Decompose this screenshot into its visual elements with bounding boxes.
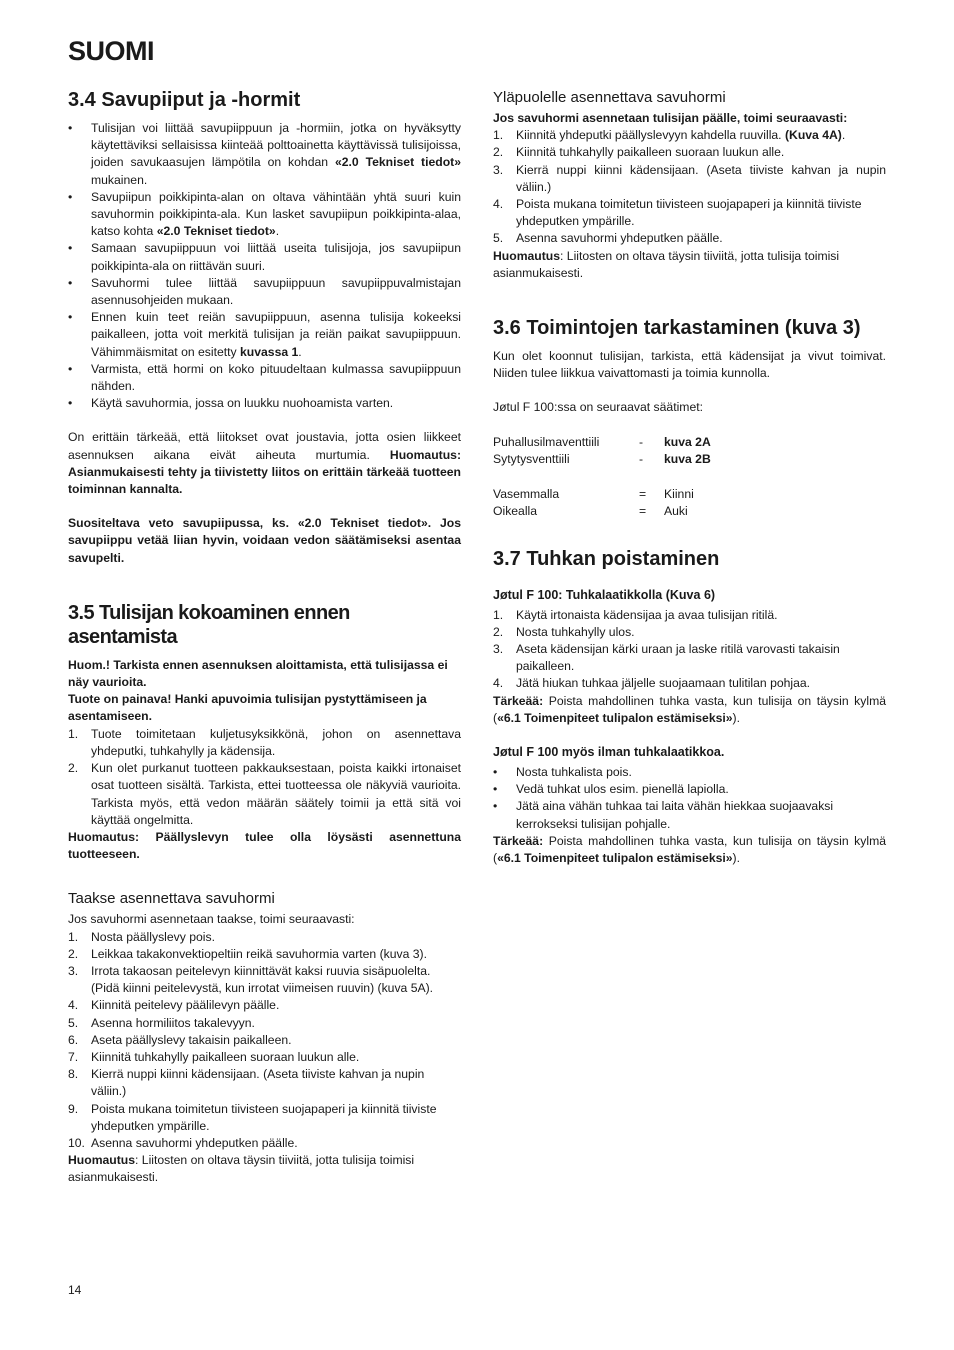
list-item: • Jätä aina vähän tuhkaa tai laita vähän hiekkaa suojaavaksi kerrokseksi tulisijan pohjalle. xyxy=(493,798,886,832)
controls-intro: Jøtul F 100:ssa on seuraavat säätimet: xyxy=(493,400,703,415)
rear-flue-note: Huomautus: Liitosten on oltava täysin tiiviitä, jotta tulisija toimisi asianmukaisesti. xyxy=(68,1153,415,1185)
list-item: 9. Poista mukana toimitetun tiivisteen suojapaperi ja kiinnitä tiiviste yhdeputken ympärille. xyxy=(68,1101,437,1133)
right-column xyxy=(493,88,886,867)
list-item: 7. Kiinnitä tuhkahylly paikalleen suoraan luukun alle. xyxy=(68,1049,360,1064)
list-item: • Nosta tuhkalista pois. xyxy=(493,764,886,781)
ash-drawer-subheading: Jøtul F 100: Tuhkalaatikkolla (Kuva 6) xyxy=(493,587,716,602)
top-flue-steps xyxy=(493,127,886,247)
function-check-intro: Kun olet koonnut tulisijan, tarkista, että kädensijat ja vivut toimivat. Niiden tulee liikkua vaivattomasti ja toimia kunnolla. xyxy=(493,349,886,381)
rear-flue-steps xyxy=(68,929,461,1153)
list-item: 1. Käytä irtonaista kädensijaa ja avaa tulisijan ritilä. xyxy=(493,607,778,622)
list-item: • Vedä tuhkat ulos esim. pienellä lapiolla. xyxy=(493,781,886,798)
list-item: 5. Asenna hormiliitos takalevyyn. xyxy=(68,1015,255,1030)
list-item: 10. Asenna savuhormi yhdeputken päälle. xyxy=(68,1135,298,1150)
damage-note: Huom.! Tarkista ennen asennuksen aloittamista, että tulisijassa ei näy vaurioita. xyxy=(68,657,448,690)
list-item: 1. Tuote toimitetaan kuljetusyksikkönä, johon on asennettava yhdeputki, tuhkahylly ja kädensija. xyxy=(68,726,461,758)
list-item: 8. Kierrä nuppi kiinni kädensijaan. (Aseta tiiviste kahvan ja nupin väliin.) xyxy=(68,1067,425,1099)
no-drawer-bullets xyxy=(493,764,886,833)
ash-important-note: Tärkeää: Poista mahdollinen tuhka vasta, kun tulisija on täysin kylmä («6.1 Toimenpiteet tulipalon estämiseksi»). xyxy=(493,693,886,725)
list-item: 5. Asenna savuhormi yhdeputken päälle. xyxy=(493,231,723,246)
list-item: • Ennen kuin teet reiän savupiippuun, asenna tulisija kokeeksi paikalleen, jotta voit merkitä tulisijan ja reiän paikat savupiippuun. Vähimmäismitat on esitetty kuvassa 1. xyxy=(68,309,461,361)
list-item: 3. Aseta kädensijan kärki uraan ja laske ritilä varovasti takaisin paikalleen. xyxy=(493,642,840,674)
direction-row: Vasemmalla = Kiinni xyxy=(493,486,694,501)
list-item: 2. Kun olet purkanut tuotteen pakkauksestaan, poista kaikki irtonaiset osat tuotteen sisältä. Tarkista, ettei tuotteessa ole näkyviä vaurioita. Tarkista myös, että vedon määrän säätely toimii ja että sitä voi käyttää ongelmitta. xyxy=(68,761,461,827)
list-item: 3. Irrota takaosan peitelevyn kiinnittävät kaksi ruuvia sisäpuolelta. (Pidä kiinni peitelevystä, kun irrotat viimeisen ruuvin) (kuva 5A). xyxy=(68,963,434,996)
weight-note: Tuote on painava! Hanki apuvoimia tulisijan pystyttämiseen ja asentamiseen. xyxy=(68,692,427,724)
ash-removal-steps xyxy=(493,607,886,693)
list-item: 2. Leikkaa takakonvektiopeltiin reikä savuhormia varten (kuva 3). xyxy=(68,946,428,961)
top-plate-note: Huomautus: Päällyslevyn tulee olla löysästi asennettuna tuotteeseen. xyxy=(68,829,461,862)
section-3-5-heading: 3.5 Tulisijan kokoaminen ennen asentamista xyxy=(68,601,350,648)
list-item: 1. Kiinnitä yhdeputki päällyslevyyn kahdella ruuvilla. (Kuva 4A). xyxy=(493,128,846,143)
list-item: • Varmista, että hormi on koko pituudeltaan kulmassa savupiippuun nähden. xyxy=(68,361,461,395)
direction-row: Oikealla = Auki xyxy=(493,504,688,519)
list-item: 2. Nosta tuhkahylly ulos. xyxy=(493,624,635,639)
top-flue-note: Huomautus: Liitosten on oltava täysin tiiviitä, jotta tulisija toimisi asianmukaisesti. xyxy=(493,248,840,280)
list-item: 4. Kiinnitä peitelevy päälilevyn päälle. xyxy=(68,998,280,1013)
draft-paragraph: Suositeltava veto savupiipussa, ks. «2.0 Tekniset tiedot». Jos savupiippu vetää liian hyvin, voidaan vedon säätämiseksi asentaa savupelti. xyxy=(68,516,461,565)
list-item: 2. Kiinnitä tuhkahylly paikalleen suoraan luukun alle. xyxy=(493,145,785,160)
list-item: 1. Nosta päällyslevy pois. xyxy=(68,929,215,944)
list-item: • Samaan savupiippuun voi liittää useita tulisijoja, jos savupiipun poikkipinta-ala on riittävän suuri. xyxy=(68,240,461,274)
top-flue-heading: Yläpuolelle asennettava savuhormi xyxy=(493,89,726,106)
section-3-4-bullets xyxy=(68,120,461,412)
ash-important-note-2: Tärkeää: Poista mahdollinen tuhka vasta, kun tulisija on täysin kylmä («6.1 Toimenpiteet tulipalon estämiseksi»). xyxy=(493,833,886,866)
left-column xyxy=(68,88,461,1187)
rear-flue-heading: Taakse asennettava savuhormi xyxy=(68,890,275,908)
list-item: • Savupiipun poikkipinta-alan on oltava vähintään yhtä suuri kuin savuhormin poikkipinta-ala. Kun lasket savupiipun poikkipinta-alaa, katso kohta «2.0 Tekniset tiedot». xyxy=(68,189,461,241)
section-3-7-heading: 3.7 Tuhkan poistaminen xyxy=(493,547,720,570)
list-item: 6. Aseta päällyslevy takaisin paikalleen. xyxy=(68,1032,292,1047)
list-item: 4. Poista mukana toimitetun tiivisteen suojapaperi ja kiinnitä tiiviste yhdeputken ympärille. xyxy=(493,197,862,229)
section-3-6-heading: 3.6 Toimintojen tarkastaminen (kuva 3) xyxy=(493,317,861,340)
list-item: 4. Jätä hiukan tuhkaa jäljelle suojaamaan tulitilan pohjaa. xyxy=(493,676,811,691)
list-item: • Tulisijan voi liittää savupiippuun ja -hormiin, jotka on hyväksytty käytettäviksi sellaisissa kiinteää polttoainetta käyttävissä tulisijoissa, joiden savukaasujen lämpötila on kohdan «2.0 Tekniset tiedot» mukainen. xyxy=(68,120,461,189)
rear-flue-intro: Jos savuhormi asennetaan taakse, toimi seuraavasti: xyxy=(68,912,355,927)
list-item: • Käytä savuhormia, jossa on luukku nuohoamista varten. xyxy=(68,395,461,412)
section-3-4-heading: 3.4 Savupiiput ja -hormit xyxy=(68,89,301,111)
control-row: Sytytysventtiili - kuva 2B xyxy=(493,452,711,467)
page-number: 14 xyxy=(68,1283,82,1297)
top-flue-intro: Jos savuhormi asennetaan tulisijan päälle, toimi seuraavasti: xyxy=(493,111,848,125)
list-item: 3. Kierrä nuppi kiinni kädensijaan. (Aseta tiiviste kahvan ja nupin väliin.) xyxy=(493,162,886,194)
joints-paragraph: On erittäin tärkeää, että liitokset ovat joustavia, jotta osien liikkeet asennuksen aikana eivät aiheuta murtumia. Huomautus: Asianmukaisesti tehty ja tiivistetty liitos on erittäin tärkeää tuotteen toiminnan kannalta. xyxy=(68,430,461,497)
no-drawer-subheading: Jøtul F 100 myös ilman tuhkalaatikkoa. xyxy=(493,745,725,760)
control-row: Puhallusilmaventtiili - kuva 2A xyxy=(493,434,711,449)
controls-list xyxy=(493,434,886,521)
list-item: • Savuhormi tulee liittää savupiippuun savupiippuvalmistajan asennusohjeiden mukaan. xyxy=(68,275,461,309)
assembly-steps xyxy=(68,726,461,829)
page-title: SUOMI xyxy=(68,36,155,66)
